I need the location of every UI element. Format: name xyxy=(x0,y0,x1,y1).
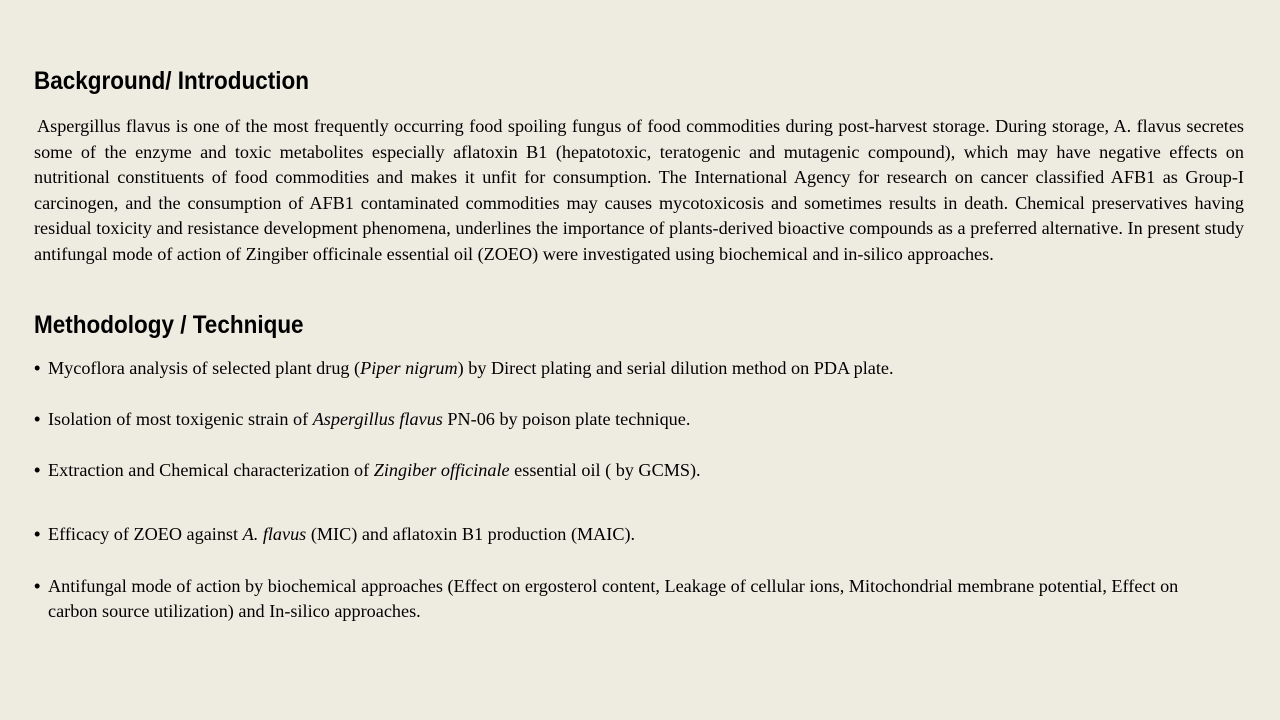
item-italic: Zingiber officinale xyxy=(373,460,510,480)
background-heading: Background/ Introduction xyxy=(34,67,309,95)
bullet-icon: • xyxy=(34,576,41,596)
bullet-icon: • xyxy=(34,409,41,429)
bullet-icon: • xyxy=(34,524,41,544)
methodology-item xyxy=(34,407,1214,432)
item-text: Extraction and Chemical characterization of xyxy=(48,460,374,480)
background-paragraph: Aspergillus flavus is one of the most frequently occurring food spoiling fungus of food commodities during post-harvest storage. During storage, A. flavus secretes some of the enzyme and toxic metabolites especially aflatoxin B1 (hepatotoxic, teratogenic and mutagenic compound), which may have negative effects on nutritional constituents of food commodities and makes it unfit for consumption. The International Agency for research on cancer classified AFB1 as Group-I carcinogen, and the consumption of AFB1 contaminated commodities may causes mycotoxicosis and sometimes results in death. Chemical preservatives having residual toxicity and resistance development phenomena, underlines the importance of plants-derived bioactive compounds as a preferred alternative. In present study antifungal mode of action of Zingiber officinale essential oil (ZOEO) were investigated using biochemical and in-silico approaches. xyxy=(34,116,1244,264)
item-text: Isolation of most toxigenic strain of xyxy=(48,409,313,429)
item-text: Antifungal mode of action by biochemical approaches (Effect on ergosterol content, Leakage of cellular ions, Mitochondrial membrane potential, Effect on carbon source utilization) and In-silico approaches. xyxy=(48,576,1179,621)
item-text: Efficacy of ZOEO against xyxy=(48,524,243,544)
methodology-item xyxy=(34,574,1214,624)
methodology-item xyxy=(34,522,1214,547)
item-text: Mycoflora analysis of selected plant drug ( xyxy=(48,358,361,378)
item-text: PN-06 by poison plate technique. xyxy=(442,409,691,429)
item-italic: Piper nigrum xyxy=(360,358,458,378)
item-text: ) by Direct plating and serial dilution method on PDA plate. xyxy=(457,358,894,378)
item-italic: Aspergillus flavus xyxy=(312,409,443,429)
item-italic: A. flavus xyxy=(242,524,307,544)
methodology-heading: Methodology / Technique xyxy=(34,311,304,339)
bullet-icon: • xyxy=(34,358,41,378)
methodology-item xyxy=(34,356,1214,381)
item-text: essential oil ( by GCMS). xyxy=(509,460,701,480)
bullet-icon: • xyxy=(34,460,41,480)
item-text: (MIC) and aflatoxin B1 production (MAIC). xyxy=(306,524,636,544)
methodology-item xyxy=(34,458,1214,483)
